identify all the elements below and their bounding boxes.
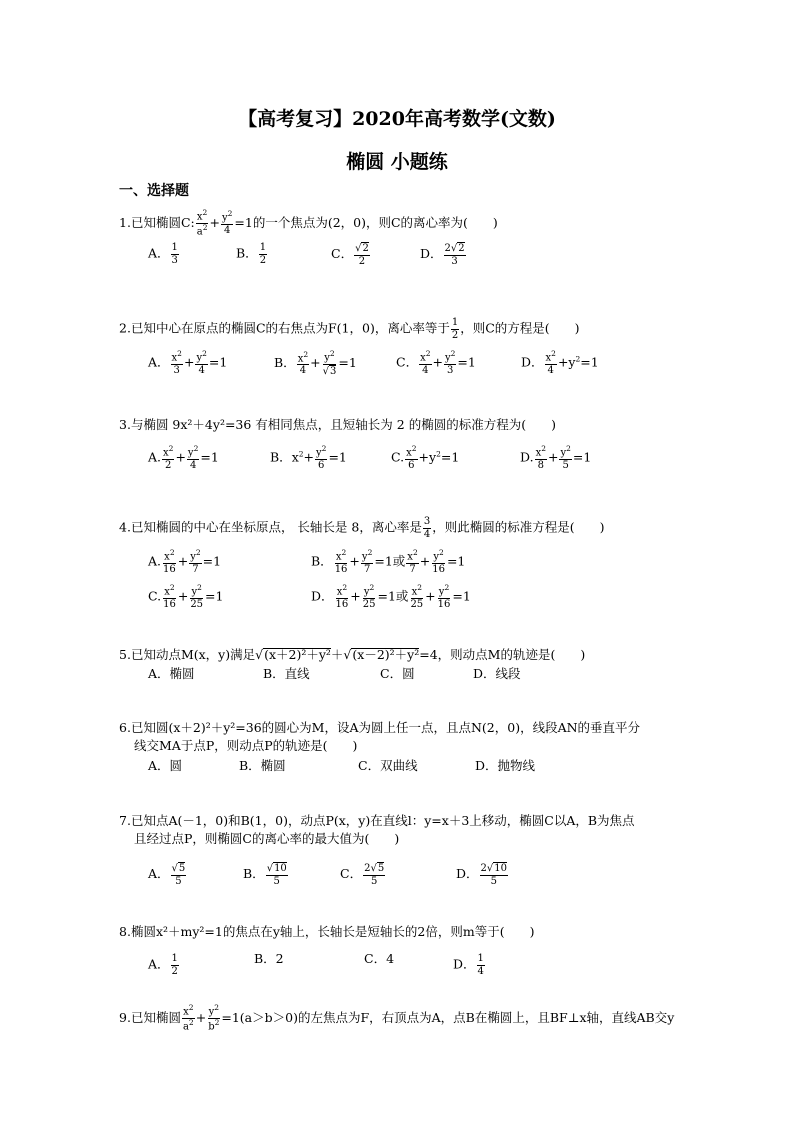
question-6-stem-cont: 线交MA于点P，则动点P的轨迹是( )	[134, 738, 358, 753]
question-3-stem: 3.与椭圆 9x²＋4y²=36 有相同焦点，且短轴长为 2 的椭圆的标准方程为( )	[119, 417, 556, 432]
question-7-stem: 7.已知点A(－1，0)和B(1，0)，动点P(x，y)在直线l：y=x＋3上移动，椭圆C以A，B为焦点	[119, 813, 635, 828]
question-7-stem-cont: 且经过点P，则椭圆C的离心率的最大值为( )	[134, 831, 400, 846]
question-1-stem: 1.已知椭圆C: $\frac{x^2}{a^2}$ + $\frac{y^2}{4}$ =1的一个焦点为(2，0)，则C的离心率为( )	[119, 208, 498, 238]
section-heading: 一、选择题	[119, 183, 189, 199]
question-2-stem: 2.已知中心在原点的椭圆C的右焦点为F(1，0)，离心率等于 $\frac{1}{2}$ ，则C的方程是( )	[119, 317, 580, 341]
question-5-stem: 5.已知动点M(x，y)满足√(x＋2)²＋y²＋√(x－2)²＋y²=4，则动点M的轨迹是( )	[119, 647, 586, 662]
page-title: 【高考复习】2020年高考数学(文数)	[238, 108, 556, 130]
page-subtitle: 椭圆 小题练	[346, 151, 448, 173]
question-6-stem: 6.已知圆(x＋2)²＋y²=36的圆心为M，设A为圆上任一点，且点N(2，0)，线段AN的垂直平分	[119, 720, 641, 735]
question-4-stem: 4.已知椭圆的中心在坐标原点， 长轴长是 8，离心率是 $\frac{3}{4}$ ，则此椭圆的标准方程是( )	[119, 516, 605, 540]
question-8-stem: 8.椭圆x²＋my²=1的焦点在y轴上，长轴长是短轴长的2倍，则m等于( )	[119, 924, 535, 939]
question-9-stem: 9.已知椭圆 $\frac{x^2}{a^2}$ + $\frac{y^2}{b^2}$ =1(a＞b＞0)的左焦点为F，右顶点为A，点B在椭圆上，且BF⊥x轴，直线AB交y	[119, 1003, 675, 1033]
